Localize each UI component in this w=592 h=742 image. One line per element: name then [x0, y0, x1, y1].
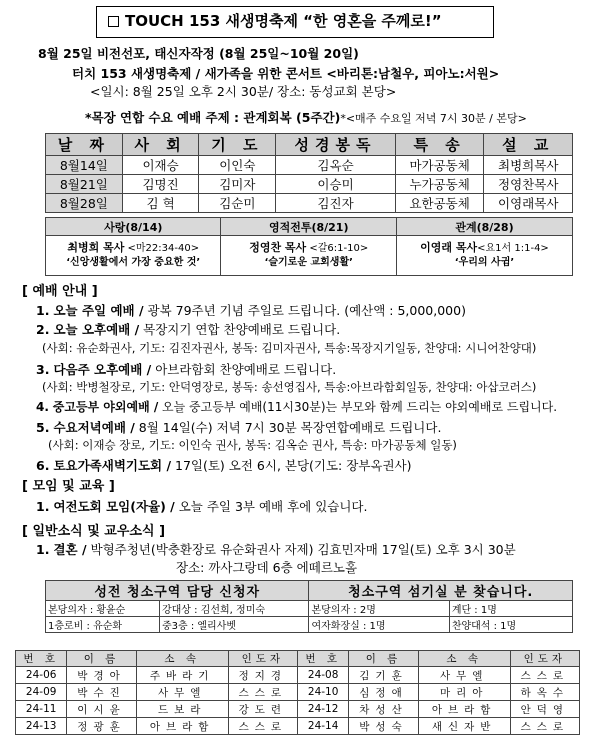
sermon-body-row	[46, 236, 573, 276]
duty-cell: 이영래목사	[484, 194, 573, 213]
worship-item-3-sub: (사회: 박병철장로, 기도: 안덕영장로, 봉독: 송선영집사, 특송:아브라함회일동, 찬양대: 아삽코러스)	[42, 380, 537, 394]
members-header: 이 름	[67, 651, 136, 667]
sermon-ref: <요1서 1:1-4>	[477, 243, 549, 254]
duty-cell: 김순미	[199, 194, 276, 213]
item-number: 1.	[36, 303, 50, 318]
members-cell: 하옥수	[510, 684, 579, 701]
members-row	[16, 684, 580, 701]
item-name: 다음주 오후예배 /	[53, 362, 152, 377]
news-section-title: [ 일반소식 및 교우소식 ]	[22, 524, 166, 539]
cleaning-header-row	[46, 581, 573, 601]
duty-cell: 8월21일	[46, 175, 123, 194]
cleaning-cell: 본당의자 : 황윤순	[46, 601, 160, 617]
sermon-title: ‘우리의 사귐’	[454, 257, 515, 268]
duty-header: 성경봉독	[276, 134, 396, 156]
worship-item-5-sub: (사회: 이재승 장로, 기도: 이인숙 권사, 봉독: 김옥순 권사, 특송: 마가공동체 일동)	[48, 438, 457, 452]
item-name: 결혼 /	[53, 542, 87, 557]
item-number: 3.	[36, 362, 50, 377]
sermon-speaker: 이영래 목사	[420, 241, 478, 254]
theme-line	[85, 108, 527, 126]
item-name: 중고등부 야외예배 /	[52, 400, 159, 414]
members-header: 인도자	[510, 651, 579, 667]
sermon-title: ‘슬기로운 교회생활’	[264, 257, 353, 268]
cleaning-table	[45, 580, 573, 633]
members-row	[16, 701, 580, 718]
members-cell: 안덕영	[510, 701, 579, 718]
duty-cell: 요한공동체	[395, 194, 484, 213]
header-line-1: 8월 25일 비전선포, 태신자작정 (8월 25일~10월 20일)	[38, 46, 359, 61]
members-cell: 정광훈	[67, 718, 136, 735]
members-header: 번 호	[16, 651, 67, 667]
members-cell: 스스로	[510, 718, 579, 735]
members-cell: 24-10	[297, 684, 348, 701]
worship-item-6	[36, 456, 412, 474]
members-header: 이 름	[349, 651, 418, 667]
theme-note: *<매주 수요일 저녁 7시 30분 / 본당>	[340, 112, 527, 125]
worship-item-2-sub: (사회: 유순화권사, 기도: 김진자권사, 봉독: 김미자권사, 특송:목장지기일동, 찬양대: 시니어찬양대)	[42, 341, 537, 355]
sermon-cell	[46, 236, 221, 276]
duty-cell: 8월28일	[46, 194, 123, 213]
item-name: 여전도회 모임(자율) /	[53, 499, 175, 514]
duty-header: 설 교	[484, 134, 573, 156]
members-cell: 김기훈	[349, 667, 418, 684]
duty-cell: 8월14일	[46, 156, 123, 175]
item-number: 4.	[36, 400, 49, 414]
sermon-title: ‘신앙생활에서 가장 중요한 것’	[66, 257, 201, 268]
members-cell: 드보라	[136, 701, 228, 718]
members-cell: 아브라함	[136, 718, 228, 735]
meetings-item-1	[36, 497, 367, 515]
theme-label: *목장 연합 수요 예배 주제 : 관계회복 (5주간)	[85, 110, 341, 125]
item-desc: 박형주청년(박충환장로 유순화권사 자제) 김효민자매 17일(토) 오후 3시 30분	[86, 542, 516, 557]
members-cell: 아브라함	[418, 701, 510, 718]
item-name: 수요저녁예배 /	[53, 420, 135, 435]
sermon-ref: <갈6:1-10>	[306, 243, 369, 254]
news-item-1-sub: 장소: 까사그랑데 6층 에떼르노홀	[176, 560, 358, 575]
duty-cell: 김옥순	[276, 156, 396, 175]
sermon-theme: 영적전투(8/21)	[221, 218, 396, 236]
duty-cell: 김미자	[199, 175, 276, 194]
item-desc: 아브라함회 찬양예배로 드립니다.	[151, 362, 337, 377]
members-cell: 사무엘	[136, 684, 228, 701]
duty-row	[46, 175, 573, 194]
sermon-speaker: 최병희 목사	[67, 241, 125, 254]
members-cell: 차성산	[349, 701, 418, 718]
members-cell: 이시윤	[67, 701, 136, 718]
members-header: 소 속	[136, 651, 228, 667]
members-cell: 사무엘	[418, 667, 510, 684]
worship-item-1	[36, 301, 466, 319]
cleaning-cell: 여자화장실 : 1명	[309, 617, 449, 633]
item-desc: 오늘 중고등부 예배(11시30분)는 부모와 함께 드리는 야외예배로 드립니다.	[158, 400, 558, 414]
header-line-3: <일시: 8월 25일 오후 2시 30분/ 장소: 동성교회 본당>	[90, 84, 397, 99]
item-desc: 광복 79주년 기념 주일로 드립니다. (예산액 : 5,000,000)	[143, 303, 466, 318]
item-desc: 오늘 주일 3부 예배 후에 있습니다.	[174, 499, 368, 514]
members-header: 인도자	[228, 651, 297, 667]
members-header: 소 속	[418, 651, 510, 667]
cleaning-row	[46, 601, 573, 617]
duty-cell: 이인숙	[199, 156, 276, 175]
members-cell: 스스로	[228, 684, 297, 701]
sermon-ref: <마22:34-40>	[124, 243, 200, 254]
sermon-cell	[396, 236, 572, 276]
members-cell: 정지경	[228, 667, 297, 684]
item-number: 6.	[36, 458, 50, 473]
duty-cell: 정영찬목사	[484, 175, 573, 194]
item-name: 오늘 오후예배 /	[53, 322, 140, 337]
members-cell: 24-09	[16, 684, 67, 701]
item-name: 오늘 주일 예배 /	[53, 303, 144, 318]
worship-item-3	[36, 360, 336, 378]
duty-header: 특 송	[395, 134, 484, 156]
members-cell: 24-13	[16, 718, 67, 735]
members-cell: 박경아	[67, 667, 136, 684]
new-members-table	[15, 650, 580, 735]
item-number: 2.	[36, 322, 50, 337]
item-desc: 목장지기 연합 찬양예배로 드립니다.	[139, 322, 341, 337]
duty-row	[46, 156, 573, 175]
members-cell: 스스로	[228, 718, 297, 735]
page-title-text: TOUCH 153 새생명축제 “한 영혼을 주께로!”	[125, 12, 442, 30]
cleaning-cell: 찬양대석 : 1명	[449, 617, 572, 633]
item-name: 토요가족새벽기도회 /	[53, 458, 172, 473]
duty-cell: 김명진	[122, 175, 199, 194]
cleaning-cell: 중3층 : 엘리사벳	[159, 617, 309, 633]
duty-header-row	[46, 134, 573, 156]
duty-header: 기 도	[199, 134, 276, 156]
checkbox-square-icon	[108, 16, 119, 27]
duty-cell: 최병희목사	[484, 156, 573, 175]
members-cell: 주바라기	[136, 667, 228, 684]
news-item-1	[36, 540, 516, 558]
item-number: 1.	[36, 499, 50, 514]
header-line-2: 터치 153 새생명축제 / 새가족을 위한 콘서트 <바리톤:남철우, 피아노:서원>	[72, 66, 500, 81]
sermon-speaker: 정영찬 목사	[249, 241, 307, 254]
sermon-header-row	[46, 218, 573, 236]
members-header-row	[16, 651, 580, 667]
meetings-section-title: [ 모임 및 교육 ]	[22, 479, 115, 494]
worship-section-title: [ 예배 안내 ]	[22, 284, 98, 299]
cleaning-cell: 본당의자 : 2명	[309, 601, 449, 617]
members-cell: 24-11	[16, 701, 67, 718]
duty-cell: 이재승	[122, 156, 199, 175]
duty-header: 날 짜	[46, 134, 123, 156]
members-header: 번 호	[297, 651, 348, 667]
worship-item-5	[36, 418, 441, 436]
duty-cell: 마가공동체	[395, 156, 484, 175]
page-title	[108, 10, 442, 31]
duty-header: 사 회	[122, 134, 199, 156]
members-row	[16, 718, 580, 735]
cleaning-left-title: 성전 청소구역 담당 신청자	[46, 581, 309, 601]
duty-cell: 누가공동체	[395, 175, 484, 194]
members-cell: 24-08	[297, 667, 348, 684]
sermon-cell	[221, 236, 396, 276]
members-cell: 24-14	[297, 718, 348, 735]
worship-item-2	[36, 320, 340, 338]
duty-row	[46, 194, 573, 213]
members-cell: 박성숙	[349, 718, 418, 735]
members-cell: 스스로	[510, 667, 579, 684]
members-cell: 박수진	[67, 684, 136, 701]
sermon-table	[45, 217, 573, 276]
item-number: 1.	[36, 542, 50, 557]
item-number: 5.	[36, 420, 50, 435]
members-cell: 심정애	[349, 684, 418, 701]
cleaning-cell: 계단 : 1명	[449, 601, 572, 617]
duty-cell: 이승미	[276, 175, 396, 194]
members-cell: 새신자반	[418, 718, 510, 735]
item-desc: 17일(토) 오전 6시, 본당(기도: 장부옥권사)	[171, 458, 412, 473]
sermon-theme: 관계(8/28)	[396, 218, 572, 236]
cleaning-row	[46, 617, 573, 633]
duty-cell: 김 혁	[122, 194, 199, 213]
duty-table	[45, 133, 573, 213]
cleaning-cell: 1층로비 : 유순화	[46, 617, 160, 633]
members-row	[16, 667, 580, 684]
cleaning-cell: 강대상 : 김선희, 정미숙	[159, 601, 309, 617]
sermon-theme: 사랑(8/14)	[46, 218, 221, 236]
worship-item-4	[36, 398, 557, 415]
duty-cell: 김진자	[276, 194, 396, 213]
item-desc: 8월 14일(수) 저녁 7시 30분 목장연합예배로 드립니다.	[134, 420, 442, 435]
members-cell: 마리아	[418, 684, 510, 701]
cleaning-right-title: 청소구역 섬기실 분 찾습니다.	[309, 581, 573, 601]
members-cell: 24-12	[297, 701, 348, 718]
members-cell: 24-06	[16, 667, 67, 684]
members-cell: 강도련	[228, 701, 297, 718]
